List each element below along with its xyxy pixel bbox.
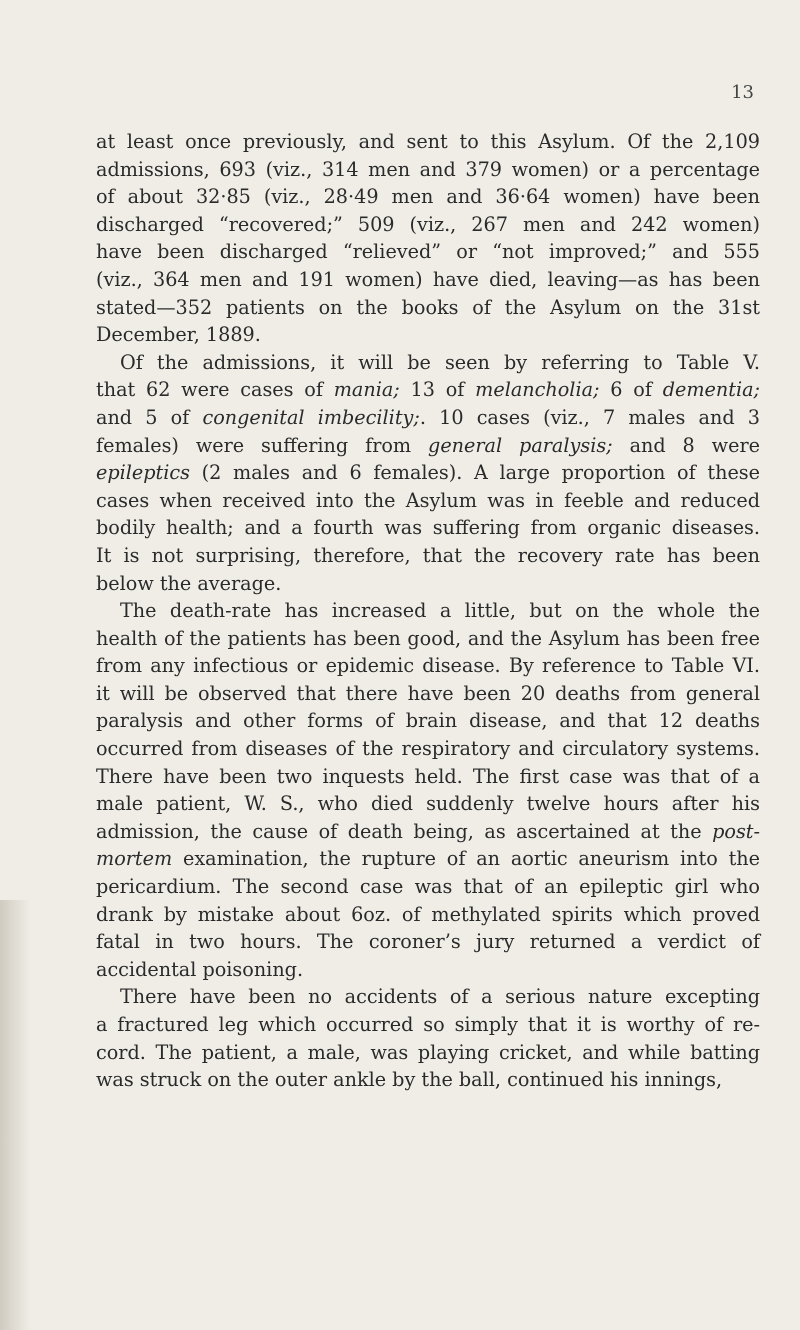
page-number: 13 (731, 82, 754, 103)
body-text (96, 128, 760, 1094)
text-line: There have been two inquests held. The first case was that of a (96, 764, 760, 788)
text-line: accidental poisoning. (96, 957, 304, 981)
text-line: health of the patients has been good, and the Asylum has been free (96, 626, 760, 650)
text-line: at least once previously, and sent to this Asylum. Of the 2,109 (96, 130, 760, 153)
text-line: (viz., 364 men and 191 women) have died, leaving—as has been (96, 267, 760, 291)
text-line: male patient, W. S., who died suddenly twelve hours after his (96, 792, 760, 816)
text-line: December, 1889. (96, 323, 261, 347)
text-line: and 5 of congenital imbecility;. 10 cases (viz., 7 males and 3 (96, 405, 760, 429)
text-line: pericardium. The second case was that of an epileptic girl who (96, 875, 760, 899)
text-line: occurred from diseases of the respiratory and circulatory systems. (96, 737, 760, 761)
text-line: it will be observed that there have been 20 deaths from general (96, 681, 760, 705)
text-line: cases when received into the Asylum was in feeble and reduced (96, 488, 760, 512)
text-line: from any infectious or epidemic disease. By reference to Table VI. (96, 654, 760, 678)
text-line: below the average. (96, 571, 282, 595)
text-line: bodily health; and a fourth was suffering from organic diseases. (96, 516, 760, 540)
page-edge-shadow (0, 900, 30, 1330)
text-line: females) were suffering from general paralysis; and 8 were (96, 433, 760, 457)
text-line: of about 32·85 (viz., 28·49 men and 36·64 women) have been (96, 185, 760, 209)
text-line: discharged “recovered;” 509 (viz., 267 men and 242 women) (96, 212, 760, 236)
text-line: epileptics (2 males and 6 females). A large proportion of these (96, 461, 760, 485)
text-line: paralysis and other forms of brain disease, and that 12 deaths (96, 709, 760, 733)
text-line: There have been no accidents of a serious nature excepting (120, 985, 760, 1009)
text-line: stated—352 patients on the books of the Asylum on the 31st (96, 295, 760, 319)
text-line: drank by mistake about 6oz. of methylated spirits which proved (96, 902, 760, 926)
text-line: was struck on the outer ankle by the ball, continued his innings, (96, 1068, 723, 1092)
text-line: have been discharged “relieved” or “not improved;” and 555 (96, 240, 760, 264)
text-line: cord. The patient, a male, was playing cricket, and while batting (96, 1040, 760, 1064)
text-line: The death-rate has increased a little, but on the whole the (120, 599, 760, 623)
text-line: admissions, 693 (viz., 314 men and 379 women) or a percentage (96, 157, 760, 181)
text-line: admission, the cause of death being, as ascertained at the post- (96, 819, 760, 843)
text-line: a fractured leg which occurred so simply that it is worthy of re- (96, 1013, 760, 1036)
text-line: that 62 were cases of mania; 13 of melancholia; 6 of dementia; (96, 378, 760, 402)
text-line: fatal in two hours. The coroner’s jury returned a verdict of (96, 930, 760, 954)
text-line: It is not surprising, therefore, that the recovery rate has been (96, 543, 760, 567)
text-line: Of the admissions, it will be seen by referring to Table V. (120, 350, 760, 374)
text-line: mortem examination, the rupture of an aortic aneurism into the (96, 847, 760, 871)
